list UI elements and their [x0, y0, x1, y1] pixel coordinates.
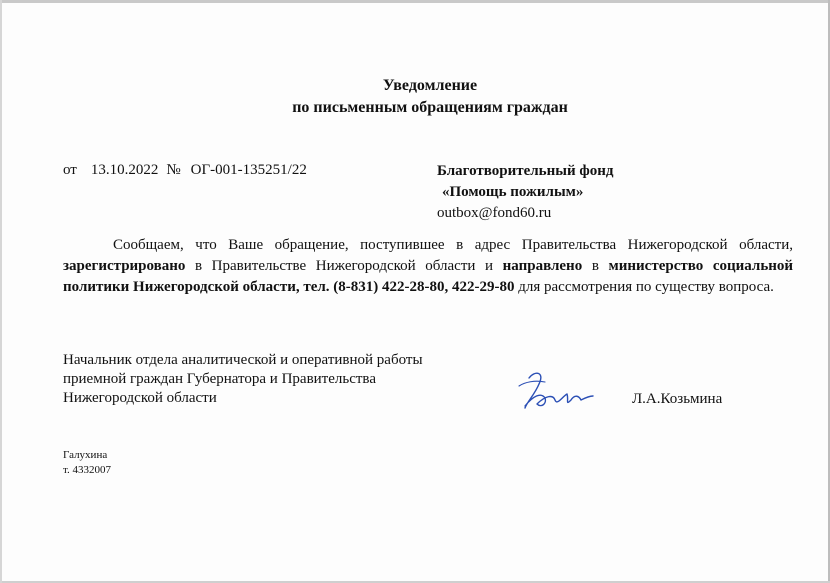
- from-label: от: [63, 162, 77, 178]
- registration-number: ОГ-001-135251/22: [190, 162, 307, 178]
- signer-name: Л.А.Козьмина: [632, 391, 723, 407]
- document-title: [0, 75, 830, 119]
- body-bold-directed: направлено: [502, 258, 583, 274]
- official-position: [63, 351, 423, 408]
- body-part-2: в Правительстве Нижегородской области и: [195, 258, 494, 274]
- title-line-2: по письменным обращениям граждан: [292, 99, 568, 116]
- title-line-1: Уведомление: [382, 77, 478, 94]
- position-line-3: Нижегородской области: [63, 390, 217, 406]
- handwritten-signature: [515, 366, 595, 416]
- notice-body: [63, 235, 793, 298]
- executor-block: [63, 448, 111, 478]
- number-sign: №: [166, 162, 181, 178]
- executor-name: Галухина: [63, 449, 108, 461]
- recipient-block: [437, 161, 613, 224]
- body-part-1: Сообщаем, что Ваше обращение, поступившее в адрес Правительства Нижегородской области,: [113, 237, 793, 253]
- body-bold-registered: зарегистрировано: [63, 258, 186, 274]
- position-line-2: приемной граждан Губернатора и Правительства: [63, 371, 376, 387]
- recipient-line-1: Благотворительный фонд: [437, 163, 614, 179]
- position-line-1: Начальник отдела аналитической и оперативной работы: [63, 352, 423, 368]
- registration-line: [63, 160, 307, 180]
- executor-phone: т. 4332007: [63, 464, 111, 476]
- body-bold-ministry: министерство социальной политики Нижегородской области, тел. (8-831) 422-28-80, 422-29-80: [63, 258, 794, 295]
- body-part-4: для рассмотрения по существу вопроса.: [518, 279, 774, 295]
- body-part-3: в: [591, 258, 599, 274]
- scan-edge-top: [0, 0, 830, 3]
- recipient-email: outbox@fond60.ru: [437, 205, 552, 221]
- recipient-line-2: «Помощь пожилым»: [442, 184, 584, 200]
- registration-date: 13.10.2022: [90, 162, 159, 178]
